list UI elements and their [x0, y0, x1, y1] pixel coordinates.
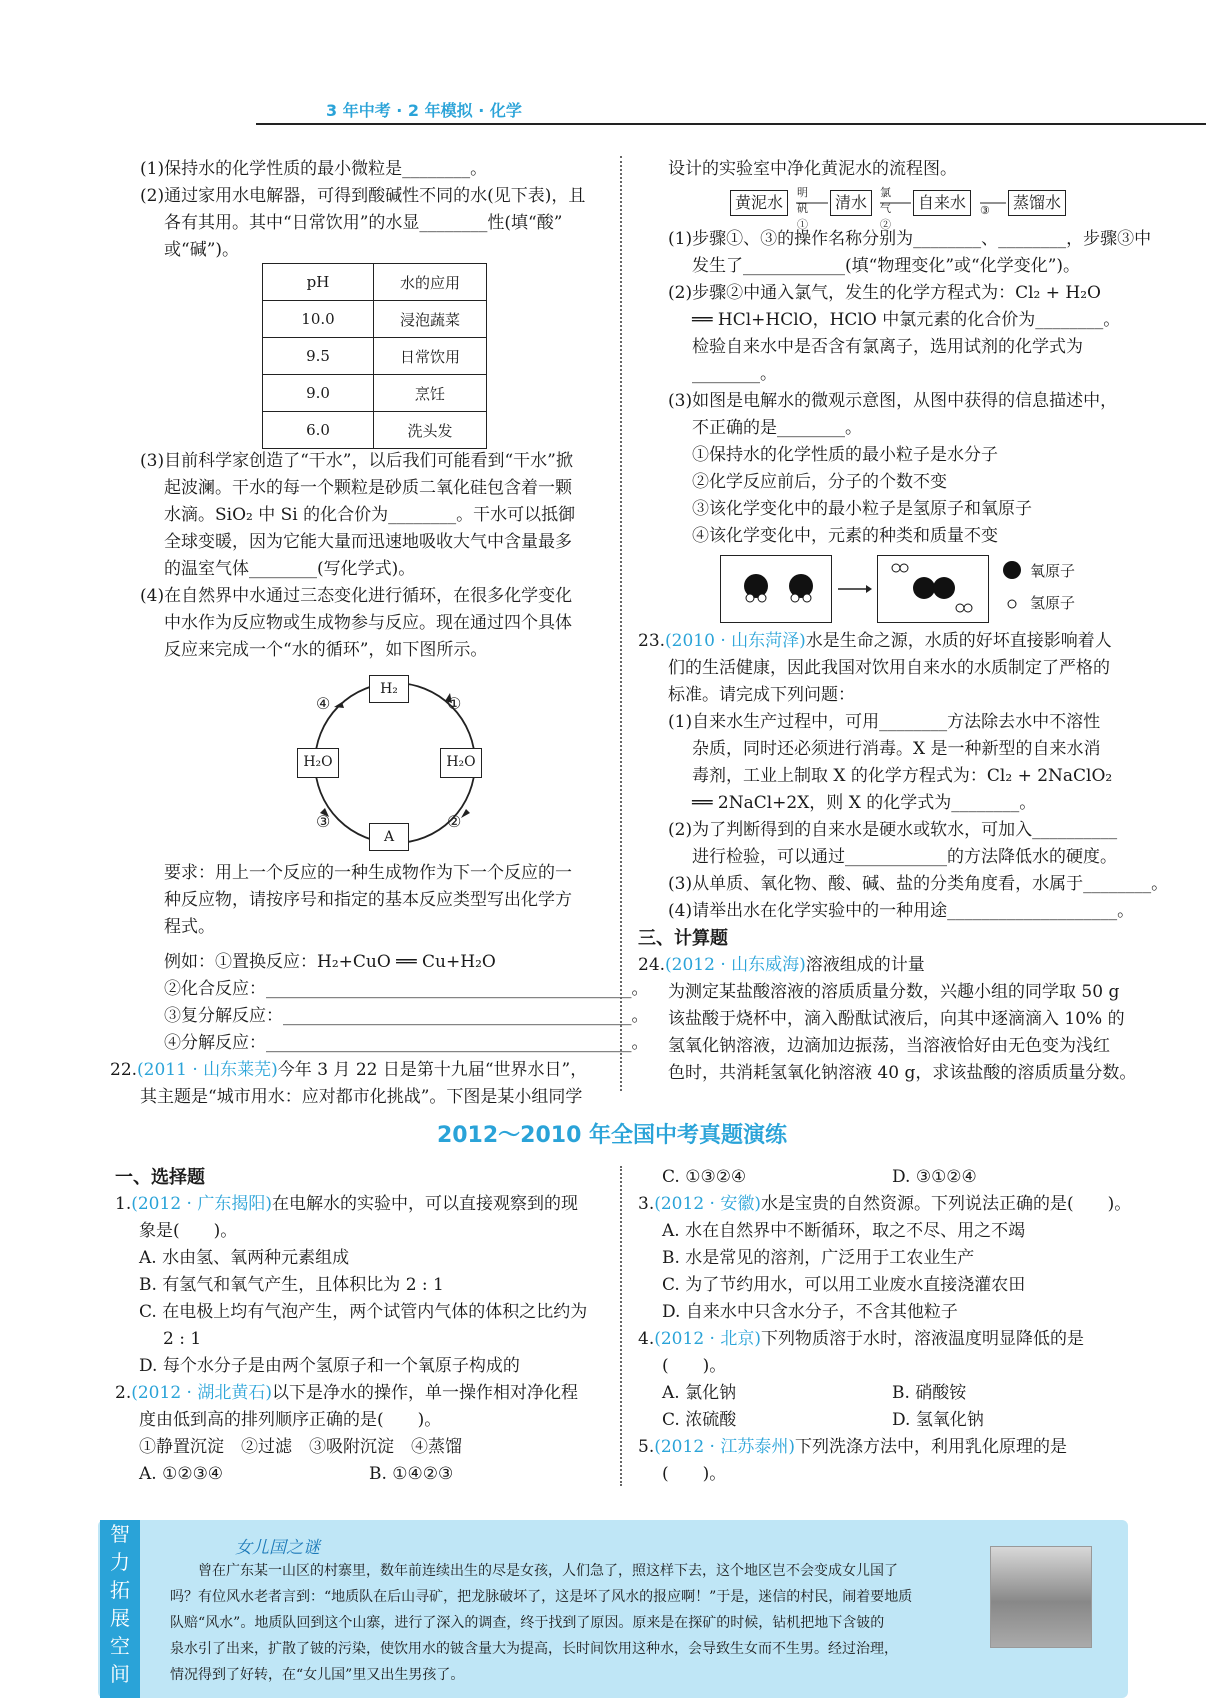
section-title: 2012～2010 年全国中考真题演练: [436, 1123, 788, 1148]
table-cell: 烹饪: [374, 375, 487, 412]
q-line: 种反应物，请按序号和指定的基本反应类型写出化学方: [164, 890, 572, 910]
flow-arrows: [796, 200, 1016, 206]
q-line: 氢氧化钠溶液，边滴加边振荡，当溶液恰好由无色变为浅红: [668, 1036, 1110, 1056]
q-line: (1)步骤①、③的操作名称分别为________、________，步骤③中: [668, 229, 1152, 249]
section-heading: 一、选择题: [115, 1167, 205, 1188]
source-tag: (2012 · 湖北黄石): [131, 1383, 272, 1403]
q-text: 溶液组成的计量: [805, 955, 925, 975]
table-header-row: [263, 264, 487, 301]
q-line: ③该化学变化中的最小粒子是氢原子和氧原子: [692, 499, 1032, 519]
option: A. 氯化钠: [662, 1383, 737, 1403]
left-column-mid: [140, 448, 575, 664]
column-divider: [620, 1166, 622, 1486]
source-tag: (2012 · 广东揭阳): [131, 1194, 272, 1214]
q-line: 全球变暖，因为它能大量而迅速地吸收大气中含量最多: [164, 532, 572, 552]
q-line: ④分解反应：___________________________________________。: [164, 1033, 649, 1053]
q-number: 5.: [638, 1437, 655, 1457]
q-number: 4.: [638, 1329, 655, 1349]
option: D. 每个水分子是由两个氢原子和一个氧原子构成的: [139, 1356, 520, 1376]
flow-step-label: 明矾 ①: [797, 186, 808, 231]
q-line: 起波澜。干水的每一个颗粒是砂质二氧化硅包含着一颗: [164, 478, 572, 498]
q-line: ________。: [692, 364, 777, 384]
flow-box: 蒸馏水: [1008, 190, 1066, 216]
legend-hydrogen: 氢原子: [1030, 594, 1076, 612]
q-line: ②化学反应前后，分子的个数不变: [692, 472, 947, 492]
option: B. 硝酸铵: [892, 1383, 967, 1403]
table-cell: 6.0: [263, 412, 374, 449]
sidebar-tag: [100, 1520, 140, 1698]
story-line: 吗？有位风水老者言到：“地质队在后山寻矿，把龙脉破坏了，这是坏了风水的报应啊！”于是，迷信的村民，闹着要地质: [170, 1589, 913, 1605]
option: B. ①④②③: [369, 1464, 454, 1484]
ph-table: [262, 263, 487, 449]
q-line: ①静置沉淀 ②过滤 ③吸附沉淀 ④蒸馏: [139, 1437, 462, 1457]
sidebar-tag-text: 智力拓展空间: [110, 1522, 130, 1686]
table-cell: 洗头发: [374, 412, 487, 449]
q-line: ══ 2NaCl+2X，则 X 的化学式为________。: [692, 793, 1037, 813]
flow-box: 清水: [830, 190, 872, 216]
table-cell: 10.0: [263, 301, 374, 338]
q-line: (1)自来水生产过程中，可用________方法除去水中不溶性: [668, 712, 1101, 732]
q-line: 设计的实验室中净化黄泥水的流程图。: [668, 159, 957, 179]
q-line: ( )。: [662, 1356, 727, 1376]
legend-icons: [1000, 560, 1024, 620]
flow-step-label: ③: [980, 204, 990, 217]
q-text: 水是生命之源，水质的好坏直接影响着人: [805, 631, 1112, 651]
water-molecules: [721, 556, 831, 622]
right-column-q23: [638, 628, 1169, 1087]
story-line: 泉水引了出来，扩散了铍的污染，使饮用水的铍含量大为提高，长时间饮用这种水，会导致生女而不生男。经过治理，: [170, 1641, 898, 1657]
table-cell: 浸泡蔬菜: [374, 301, 487, 338]
q-line: 的温室气体________(写化学式)。: [164, 559, 416, 579]
q-line: 例如：①置换反应：H₂+CuO ══ Cu+H₂O: [164, 952, 496, 972]
step-label: ②: [447, 812, 462, 831]
option: B. 有氢气和氧气产生，且体积比为 2 : 1: [139, 1275, 444, 1295]
q-line: (2)为了判断得到的自来水是硬水或软水，可加入__________: [668, 820, 1118, 840]
q-line: 要求：用上一个反应的一种生成物作为下一个反应的一: [164, 863, 572, 883]
q-line: (3)如图是电解水的微观示意图，从图中获得的信息描述中，: [668, 391, 1118, 411]
q-line: 程式。: [164, 917, 215, 937]
q-line: 们的生活健康，因此我国对饮用自来水的水质制定了严格的: [668, 658, 1110, 678]
q-line: ①保持水的化学性质的最小粒子是水分子: [692, 445, 998, 465]
node-h2: H₂: [369, 675, 409, 703]
option: A. 水在自然界中不断循环，取之不尽、用之不竭: [662, 1221, 1026, 1241]
arrow-head: [461, 809, 470, 818]
q-number: 3.: [638, 1194, 655, 1214]
header-rule: [256, 123, 1206, 125]
q-line: ══ HCl+HClO，HClO 中氯元素的化合价为________。: [692, 310, 1121, 330]
q-text: 下列物质溶于水时，溶液温度明显降低的是: [760, 1329, 1084, 1349]
bottom-left-column: [115, 1164, 587, 1488]
table-cell: 9.5: [263, 338, 374, 375]
option: D. 自来水中只含水分子，不含其他粒子: [662, 1302, 958, 1322]
q-line: ③复分解反应：_________________________________________。: [164, 1006, 649, 1026]
q-line: 不正确的是________。: [692, 418, 862, 438]
q-text: 水是宝贵的自然资源。下列说法正确的是( )。: [760, 1194, 1132, 1214]
source-tag: (2010 · 山东菏泽): [665, 631, 806, 651]
landscape-photo: [990, 1546, 1092, 1648]
option: C. 浓硫酸: [662, 1410, 737, 1430]
column-divider: [620, 156, 622, 1091]
right-column: [668, 226, 1151, 550]
option: D. 氢氧化钠: [892, 1410, 984, 1430]
section-heading: 三、计算题: [638, 928, 728, 949]
story-line: 情况得到了好转，在“女儿国”里又出生男孩了。: [170, 1667, 465, 1683]
option: A. ①②③④: [139, 1464, 224, 1484]
option: D. ③①②④: [892, 1167, 977, 1187]
q-line: (4)在自然界中水通过三态变化进行循环，在很多化学变化: [140, 586, 573, 606]
q-line: 水滴。SiO₂ 中 Si 的化合价为________。干水可以抵御: [164, 505, 576, 525]
q-line: (2)步骤②中通入氯气，发生的化学方程式为：Cl₂ + H₂O: [668, 283, 1101, 303]
step-label: ③: [316, 812, 331, 831]
q-line: 为测定某盐酸溶液的溶质质量分数，兴趣小组的同学取 50 g: [668, 982, 1120, 1002]
product-molecules: [878, 556, 988, 622]
table-header: 水的应用: [374, 264, 487, 301]
flow-box: 黄泥水: [730, 190, 788, 216]
reaction-arrow: [838, 584, 872, 594]
table-row: [263, 375, 487, 412]
source-tag: (2012 · 江苏泰州): [654, 1437, 795, 1457]
right-column-top: [668, 156, 957, 183]
q-text: 今年 3 月 22 日是第十九届“世界水日”，: [277, 1060, 588, 1080]
node-h2o-right: H₂O: [440, 748, 482, 778]
q-line: 检验自来水中是否含有氯离子，选用试剂的化学式为: [692, 337, 1083, 357]
flow-step-label: 氯气 ②: [880, 186, 891, 231]
q-line: 其主题是“城市用水：应对都市化挑战”。下图是某小组同学: [140, 1087, 583, 1107]
option: C. 在电极上均有气泡产生，两个试管内气体的体积之比约为: [139, 1302, 588, 1322]
q-line: 或“碱”)。: [164, 240, 240, 260]
q-line: (1)保持水的化学性质的最小微粒是________。: [140, 159, 488, 179]
product-box: [877, 555, 989, 623]
table-cell: 日常饮用: [374, 338, 487, 375]
q-line: 发生了____________(填“物理变化”或“化学变化”)。: [692, 256, 1081, 276]
header-title: 3 年中考 · 2 年模拟 · 化学: [326, 101, 522, 120]
q-line: 色时，共消耗氢氧化钠溶液 40 g，求该盐酸的溶质质量分数。: [668, 1063, 1137, 1083]
option: A. 水由氢、氧两种元素组成: [139, 1248, 350, 1268]
step-label: ④: [316, 694, 331, 713]
option: C. 为了节约用水，可以用工业废水直接浇灌农田: [662, 1275, 1026, 1295]
q-text: 在电解水的实验中，可以直接观察到的现: [271, 1194, 578, 1214]
q-number: 24.: [638, 955, 666, 975]
source-tag: (2012 · 山东威海): [665, 955, 806, 975]
q-text: 下列洗涤方法中，利用乳化原理的是: [794, 1437, 1067, 1457]
q-line: (3)目前科学家创造了“干水”，以后我们可能看到“干水”掀: [140, 451, 573, 471]
source-tag: (2012 · 安徽): [654, 1194, 761, 1214]
table-row: [263, 338, 487, 375]
source-tag: (2012 · 北京): [654, 1329, 761, 1349]
node-a: A: [369, 823, 409, 851]
story-text: [170, 1558, 970, 1688]
story-title: 女儿国之谜: [235, 1538, 320, 1558]
step-label: ①: [447, 694, 462, 713]
q-number: 23.: [638, 631, 666, 651]
q-line: 象是( )。: [139, 1221, 238, 1241]
bottom-right-column: [638, 1164, 1131, 1488]
flow-box: 自来水: [913, 190, 971, 216]
left-column-low: [110, 860, 649, 1111]
q-line: 标准。请完成下列问题：: [668, 685, 855, 705]
q-line: 进行检验，可以通过____________的方法降低水的硬度。: [692, 847, 1117, 867]
q-line: 杂质，同时还必须进行消毒。X 是一种新型的自来水消: [692, 739, 1101, 759]
source-tag: (2011 · 山东莱芜): [137, 1060, 278, 1080]
q-number: 1.: [115, 1194, 132, 1214]
q-text: 以下是净水的操作，单一操作相对净化程: [271, 1383, 578, 1403]
table-cell: 9.0: [263, 375, 374, 412]
q-line: 该盐酸于烧杯中，滴入酚酞试液后，向其中逐滴滴入 10% 的: [668, 1009, 1125, 1029]
q-line: 毒剂，工业上制取 X 的化学方程式为：Cl₂ + 2NaClO₂: [692, 766, 1113, 786]
story-line: 队赔“风水”。地质队回到这个山寨，进行了深入的调查，终于找到了原因。原来是在探矿的时候，钻机把地下含铍的: [170, 1615, 885, 1631]
option: C. ①③②④: [662, 1167, 747, 1187]
legend-oxygen: 氧原子: [1030, 562, 1076, 580]
q-line: 中水作为反应物或生成物参与反应。现在通过四个具体: [164, 613, 572, 633]
option: B. 水是常见的溶剂，广泛用于工农业生产: [662, 1248, 975, 1268]
q-line: 度由低到高的排列顺序正确的是( )。: [139, 1410, 442, 1430]
q-line: 反应来完成一个“水的循环”，如下图所示。: [164, 640, 488, 660]
q-line: ④该化学变化中，元素的种类和质量不变: [692, 526, 998, 546]
option: 2 : 1: [163, 1329, 202, 1349]
table-row: [263, 412, 487, 449]
q-line: (3)从单质、氧化物、酸、碱、盐的分类角度看，水属于________。: [668, 874, 1169, 894]
q-line: ( )。: [662, 1464, 727, 1484]
table-header: pH: [263, 264, 374, 301]
left-column: [140, 156, 585, 264]
reactant-box: [720, 555, 832, 623]
q-number: 2.: [115, 1383, 132, 1403]
q-line: (4)请举出水在化学实验中的一种用途____________________。: [668, 901, 1135, 921]
node-h2o-left: H₂O: [297, 748, 339, 778]
q-line: ②化合反应：___________________________________________。: [164, 979, 649, 999]
story-line: 曾在广东某一山区的村寨里，数年前连续出生的尽是女孩，人们急了，照这样下去，这个地区岂不会变成女儿国了: [170, 1563, 898, 1579]
table-row: [263, 301, 487, 338]
q-number: 22.: [110, 1060, 138, 1080]
q-line: 各有其用。其中“日常饮用”的水显________性(填“酸”: [164, 213, 563, 233]
q-line: (2)通过家用水电解器，可得到酸碱性不同的水(见下表)，且: [140, 186, 586, 206]
